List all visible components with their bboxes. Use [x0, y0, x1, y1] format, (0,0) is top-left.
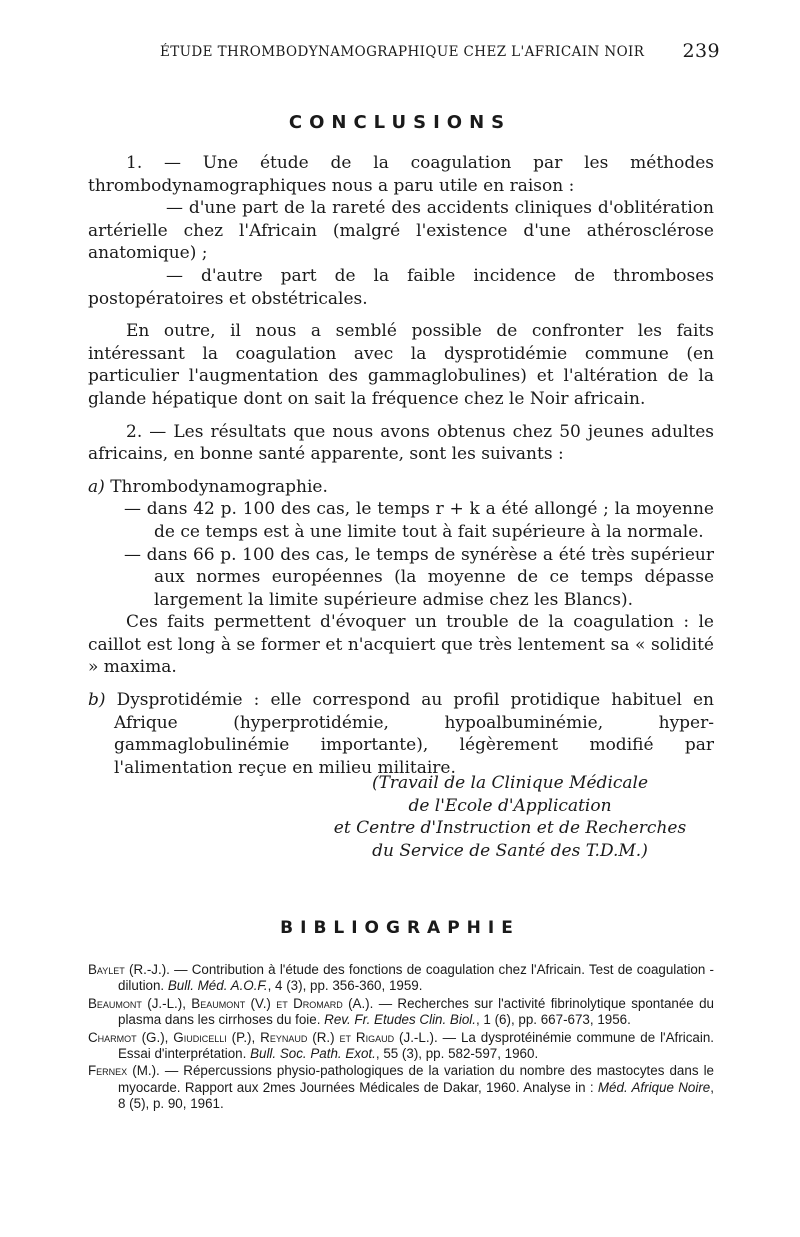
item-a-dash-1: — dans 42 p. 100 des cas, le temps r + k a été allongé ; la moyenne de ce temps est à une limite tout à fait supérieure à la normale. [124, 499, 714, 542]
reference-journal: Bull. Méd. A.O.F. [167, 978, 268, 994]
reference-tail: , 4 (3), pp. 356-360, 1959. [267, 978, 423, 994]
item-a [88, 476, 714, 499]
signature-line-1: (Travail de la Clinique Médicale [371, 773, 649, 793]
reference [88, 962, 714, 995]
conclusions-heading: CONCLUSIONS [288, 112, 512, 133]
reference-tail: , 55 (3), pp. 582-597, 1960. [375, 1046, 539, 1062]
reference-text: — Répercussions physio-pathologiques de la variation du nombre des mastocytes dans le myocarde. Rapport aux 2mes Journées Médicales de Dakar, 1960. Analyse in : [118, 1063, 715, 1095]
running-title: ÉTUDE THROMBODYNAMOGRAPHIQUE CHEZ L'AFRICAIN NOIR [160, 44, 645, 60]
item-b [88, 689, 714, 779]
reference-text: — Contribution à l'étude des fonctions de coagulation chez l'Africain. Test de coagulation - dilution. [118, 962, 714, 994]
reference-journal: Bull. Soc. Path. Exot. [250, 1046, 376, 1062]
paragraph-2: 2. — Les résultats que nous avons obtenus chez 50 jeunes adultes africains, en bonne santé apparente, sont les suivants : [88, 421, 714, 465]
conclusions-body [88, 152, 714, 779]
item-b-label: b) [88, 690, 106, 711]
reference-tail: , 8 (5), p. 90, 1961. [118, 1079, 714, 1112]
paragraph-1-dash-1: — d'une part de la rareté des accidents cliniques d'oblitération artérielle chez l'Africain (malgré l'existence d'une athérosclérose anatomique) ; [88, 198, 714, 264]
reference-text: — Recherches sur l'activité fibrinolytique spontanée du plasma dans les cirrhoses du foie. [118, 995, 714, 1028]
signature-line-3: et Centre d'Instruction et de Recherches [333, 818, 687, 839]
reference-tail: , 1 (6), pp. 667-673, 1956. [475, 1012, 631, 1028]
bibliography-list [88, 962, 714, 1114]
paragraph-1-dash-2: — d'autre part de la faible incidence de thromboses postopératoires et obstétricales. [88, 265, 714, 309]
reference-text: — La dysprotéinémie commune de l'Africain. Essai d'interprétation. [118, 1029, 714, 1062]
paragraph-1-more: En outre, il nous a semblé possible de confronter les faits intéressant la coagulation avec la dysprotidémie commune (en particulier l'augmentation des gammaglobulines) et l'altération de la glande hépatique dont on sait la fréquence chez le Noir africain. [88, 321, 714, 409]
reference-authors: Beaumont (J.-L.), Beaumont (V.) et Dromard (A.). [88, 995, 374, 1011]
reference-authors: Baylet (R.-J.). [88, 962, 170, 977]
item-a-conclusion: Ces faits permettent d'évoquer un trouble de la coagulation : le caillot est long à se former et n'acquiert que très lentement sa « solidité » maxima. [88, 612, 714, 678]
reference-authors: Charmot (G.), Giudicelli (P.), Reynaud (R.) et Rigaud (J.-L.). [88, 1029, 438, 1045]
reference [88, 1030, 714, 1063]
item-a-dash-2: — dans 66 p. 100 des cas, le temps de synérèse a été très supérieur aux normes européennes (la moyenne de ce temps dépasse largement la limite supérieure admise chez les Blancs). [124, 544, 714, 610]
signature-block [300, 772, 720, 862]
reference-journal: Rev. Fr. Etudes Clin. Biol. [324, 1012, 476, 1028]
signature-line-2: de l'Ecole d'Application [408, 795, 612, 816]
reference [88, 996, 714, 1029]
paragraph-1: 1. — Une étude de la coagulation par les méthodes thrombodynamographiques nous a paru utile en raison : [88, 153, 714, 196]
item-a-title: Thrombodynamographie. [110, 476, 328, 497]
reference-journal: Méd. Afrique Noire [597, 1079, 711, 1095]
item-b-text: Dysprotidémie : elle correspond au profil protidique habituel en Afrique (hyperprotidémie, hypoalbuminémie, hyper-gammaglobulinémie importante), légèrement modifié par l'alimentation reçue en milieu militaire. [114, 690, 715, 778]
signature-line-4: du Service de Santé des T.D.M.) [372, 840, 648, 861]
reference [88, 1063, 714, 1112]
reference-authors: Fernex (M.). [88, 1063, 160, 1079]
item-a-label: a) [88, 476, 105, 497]
page-number: 239 [682, 40, 720, 62]
bibliography-heading: BIBLIOGRAPHIE [280, 918, 520, 938]
